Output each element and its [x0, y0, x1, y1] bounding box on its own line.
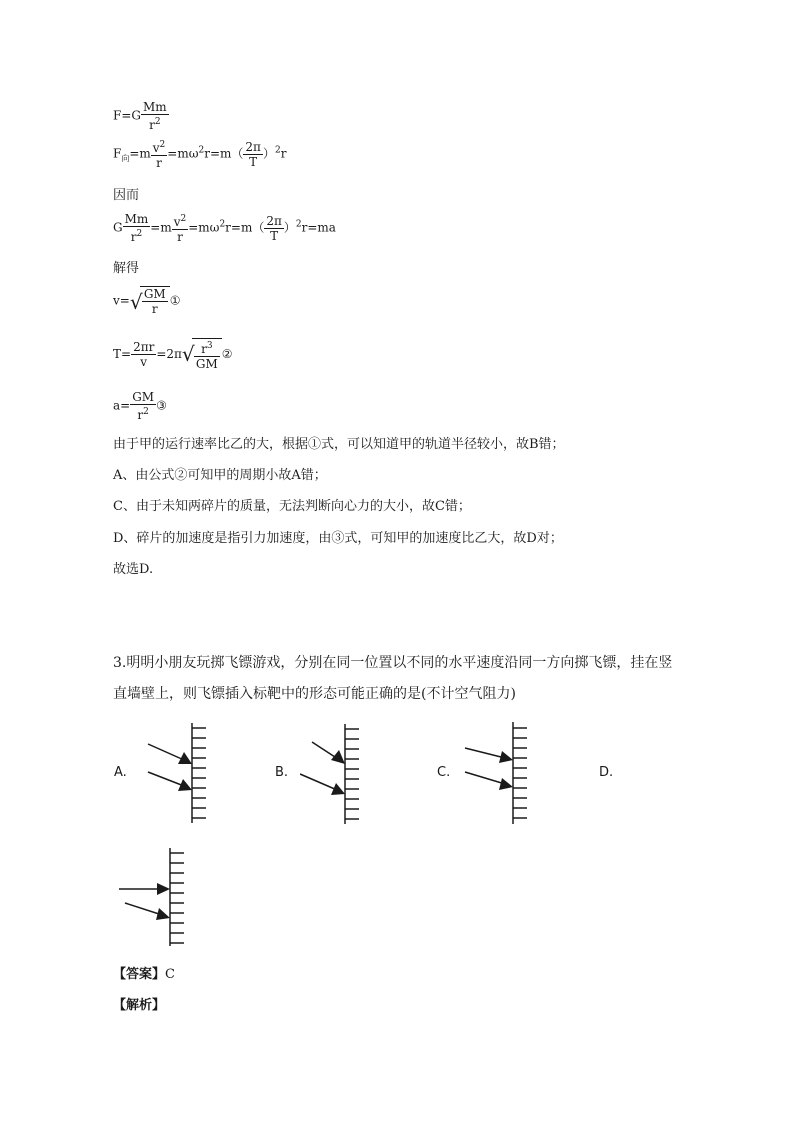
equation-mark: ② [221, 347, 233, 361]
formula-text: a= [113, 398, 131, 413]
question-text: 3.明明小朋友玩掷飞镖游戏，分别在同一位置以不同的水平速度沿同一方向掷飞镖，挂在竖 [113, 655, 673, 671]
exponent: 2 [136, 229, 143, 239]
numerator [172, 212, 189, 230]
option-label-c: C. [437, 765, 451, 780]
numerator: Mm [142, 100, 167, 114]
exponent: 2 [219, 219, 226, 230]
answer-value: C [165, 967, 175, 982]
intro-therefore: 因而 [113, 188, 140, 203]
formula-acceleration [113, 390, 167, 422]
fraction [172, 212, 189, 244]
answer-label: 【答案】 [113, 967, 166, 982]
denominator-base: r [130, 230, 137, 244]
formula-text: ） [262, 146, 275, 161]
option-label-b: B. [275, 765, 289, 780]
formula-text: G [113, 220, 123, 235]
denominator: T [249, 154, 258, 169]
explanation-label: 【解析】 [113, 998, 166, 1013]
denominator-base: r [137, 408, 144, 422]
formula-text: r [280, 146, 287, 161]
figure-option-c [460, 720, 530, 826]
numerator: Mm [124, 212, 149, 226]
formula-text: =m [129, 146, 151, 161]
formula-combined [113, 212, 336, 244]
fraction [243, 140, 263, 169]
square-root [130, 286, 170, 316]
numerator: 2π [266, 213, 282, 228]
exponent: 2 [198, 145, 205, 156]
denominator: r [177, 230, 183, 244]
fraction [142, 287, 168, 316]
denominator: T [270, 228, 279, 243]
analysis-line: 由于甲的运行速率比乙的大，根据①式，可以知道甲的轨道半径较小，故B错； [113, 437, 565, 452]
formula-velocity [113, 286, 180, 316]
formula-centripetal-force [113, 138, 286, 170]
formula-text: ） [283, 220, 296, 235]
analysis-line: A、由公式②可知甲的周期小故A错； [113, 468, 327, 483]
formula-text: =m [150, 220, 172, 235]
denominator: v [140, 355, 148, 369]
fraction [141, 100, 169, 132]
analysis-line: 故选D. [113, 562, 154, 577]
square-root [182, 338, 222, 371]
answer-line [113, 967, 175, 983]
exponent: 2 [159, 140, 166, 150]
exponent: 2 [180, 214, 187, 224]
figure-option-b [300, 722, 370, 828]
denominator [141, 115, 169, 132]
denominator [130, 405, 156, 422]
formula-text: F=G [113, 108, 141, 123]
question-text: 直墙壁上，则飞镖插入标靶中的形态可能正确的是(不计空气阻力) [113, 686, 516, 702]
analysis-line: D、碎片的加速度是指引力加速度，由③式，可知甲的加速度比乙大，故D对； [113, 531, 563, 546]
formula-text: =mω [167, 146, 199, 161]
formula-text: T= [113, 347, 132, 361]
numerator: 2πr [133, 340, 155, 354]
fraction [264, 214, 284, 243]
exponent: 2 [295, 219, 302, 230]
formula-text: r=m（ [225, 220, 265, 235]
numerator: GM [132, 390, 155, 404]
formula-text: v= [113, 293, 130, 308]
formula-text: =2π [156, 347, 182, 361]
equation-mark: ③ [156, 398, 167, 413]
numerator: GM [143, 287, 166, 301]
numerator-base: r [201, 342, 207, 356]
denominator: GM [195, 357, 218, 371]
option-label-d: D. [599, 765, 614, 780]
option-label-a: A. [114, 765, 127, 780]
fraction [194, 339, 220, 371]
numerator [194, 339, 220, 357]
figure-option-d [115, 846, 190, 950]
formula-gravitation [113, 100, 169, 132]
fraction [131, 340, 156, 369]
subscript: 向 [121, 153, 130, 163]
formula-period [113, 338, 233, 371]
exponent: 2 [154, 117, 161, 127]
denominator: r [151, 302, 158, 316]
formula-text: r=ma [301, 220, 336, 235]
formula-text: F [113, 146, 122, 161]
numerator [151, 138, 168, 156]
fraction [123, 212, 151, 244]
formula-text: r=m（ [204, 146, 244, 161]
denominator-base: r [149, 118, 155, 132]
numerator-base: v [152, 141, 160, 155]
formula-text: =mω [188, 220, 220, 235]
fraction [151, 138, 168, 170]
exponent: 2 [274, 145, 281, 156]
numerator-base: v [173, 215, 181, 229]
radical-sign-icon: √ [181, 342, 195, 366]
numerator: 2π [245, 139, 261, 154]
exponent: 2 [143, 407, 149, 417]
fraction [130, 390, 156, 422]
equation-mark: ① [169, 293, 181, 308]
radical-sign-icon: √ [129, 290, 143, 314]
exponent: 3 [206, 341, 213, 351]
intro-solve: 解得 [113, 261, 140, 276]
denominator [123, 227, 151, 244]
figure-option-a [140, 720, 210, 826]
analysis-line: C、由于未知两碎片的质量，无法判断向心力的大小，故C错； [113, 499, 471, 514]
denominator: r [156, 156, 162, 170]
